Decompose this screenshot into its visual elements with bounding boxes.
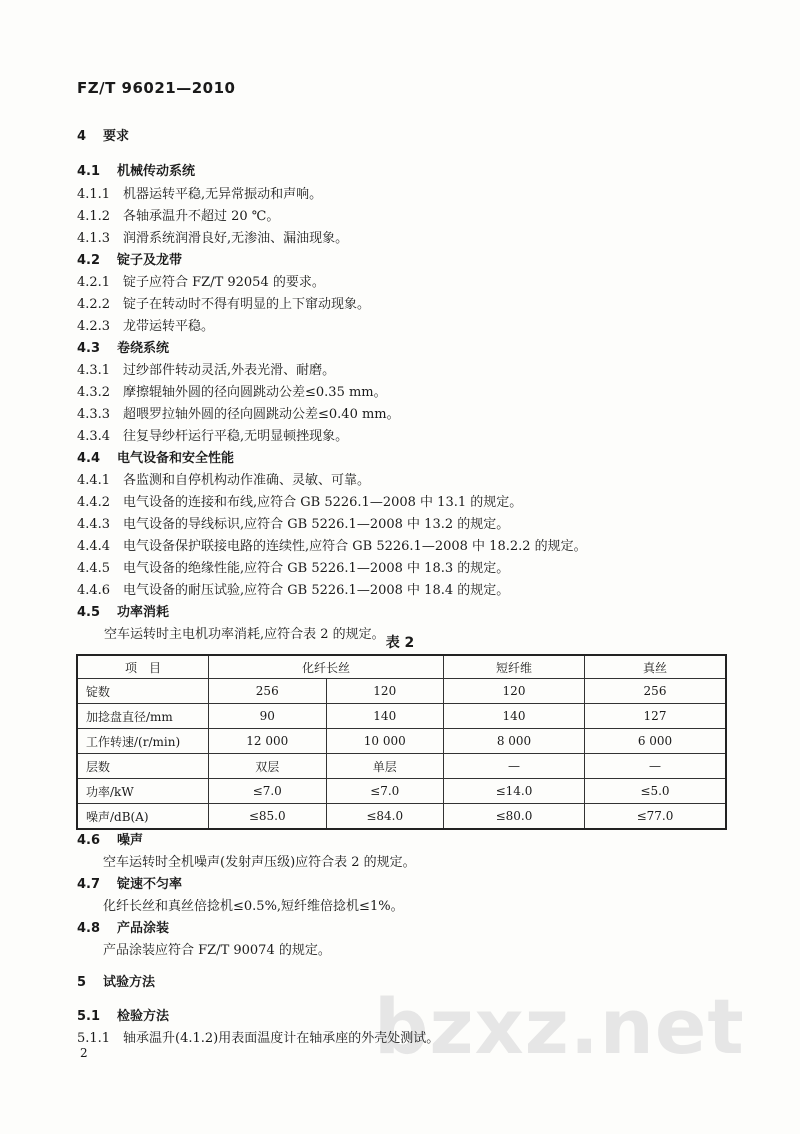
clause-number: 4.4.4 [77, 539, 111, 554]
clause-number: 4.3.2 [77, 385, 111, 400]
clause-number: 4.4.3 [77, 517, 111, 532]
clause-text: 锭子应符合 FZ/T 92054 的要求。 [123, 275, 325, 290]
document-id: FZ/T 96021—2010 [77, 79, 236, 97]
section-title: 锭速不匀率 [117, 877, 183, 892]
clause-4-2-2 [77, 296, 370, 314]
table-row [77, 779, 726, 804]
clause-4-4-3 [77, 516, 509, 534]
table-cell: ≤80.0 [444, 804, 585, 830]
section-4-6-text: 空车运转时全机噪声(发射声压级)应符合表 2 的规定。 [103, 855, 416, 870]
table-cell: 10 000 [326, 729, 444, 754]
table-cell: 8 000 [444, 729, 585, 754]
clause-4-2-1 [77, 274, 325, 292]
section-4-8-text: 产品涂装应符合 FZ/T 90074 的规定。 [103, 943, 331, 958]
clause-text: 润滑系统润滑良好,无渗油、漏油现象。 [123, 231, 349, 246]
clause-number: 4.4.1 [77, 473, 111, 488]
clause-text: 摩擦辊轴外圆的径向圆跳动公差≤0.35 mm。 [123, 385, 387, 400]
section-title: 机械传动系统 [117, 164, 196, 179]
section-title: 要求 [103, 129, 130, 144]
table-header-row [77, 655, 726, 679]
section-4-4-heading [77, 450, 234, 468]
table-cell: 140 [444, 704, 585, 729]
section-title: 电气设备和安全性能 [117, 451, 235, 466]
clause-number: 5.1.1 [77, 1031, 111, 1046]
clause-text: 电气设备的耐压试验,应符合 GB 5226.1—2008 中 18.4 的规定。 [123, 583, 510, 598]
table-cell: ≤77.0 [585, 804, 727, 830]
table-cell: 140 [326, 704, 444, 729]
clause-4-3-1 [77, 362, 335, 380]
table-cell: — [444, 754, 585, 779]
section-title: 试验方法 [103, 975, 156, 990]
page-number: 2 [80, 1046, 88, 1060]
table-cell: 12 000 [209, 729, 327, 754]
section-number: 4.4 [77, 451, 101, 466]
table-header-cell: 短纤维 [444, 655, 585, 679]
section-4-5-heading [77, 604, 169, 622]
specification-table [76, 654, 727, 830]
table-cell: 127 [585, 704, 727, 729]
clause-number: 4.2.1 [77, 275, 111, 290]
section-4-7-heading [77, 876, 182, 894]
clause-text: 各监测和自停机构动作准确、灵敏、可靠。 [123, 473, 371, 488]
table-cell: 256 [209, 679, 327, 704]
clause-4-4-4 [77, 538, 587, 556]
clause-number: 4.3.4 [77, 429, 111, 444]
table-header-cell: 化纤长丝 [209, 655, 444, 679]
section-4-6-heading [77, 832, 143, 850]
table-cell: 120 [326, 679, 444, 704]
section-5-1-heading [77, 1008, 169, 1026]
table-cell: 120 [444, 679, 585, 704]
table-row-label: 锭数 [77, 679, 209, 704]
table-row [77, 704, 726, 729]
clause-number: 4.2.3 [77, 319, 111, 334]
clause-text: 机器运转平稳,无异常振动和声响。 [123, 187, 323, 202]
clause-4-1-2 [77, 208, 279, 226]
table-row [77, 754, 726, 779]
section-number: 4.3 [77, 341, 101, 356]
clause-4-4-2 [77, 494, 522, 512]
section-title: 产品涂装 [117, 921, 170, 936]
clause-4-2-3 [77, 318, 214, 336]
watermark: bzxz.net [374, 982, 745, 1071]
section-4-heading [77, 128, 129, 146]
section-title: 噪声 [117, 833, 144, 848]
section-number: 4 [77, 129, 87, 144]
table-row-label: 噪声/dB(A) [77, 804, 209, 830]
clause-text: 锭子在转动时不得有明显的上下窜动现象。 [123, 297, 371, 312]
clause-number: 4.1.3 [77, 231, 111, 246]
clause-number: 4.4.6 [77, 583, 111, 598]
table-row-label: 功率/kW [77, 779, 209, 804]
table-cell: 双层 [209, 754, 327, 779]
clause-text: 超喂罗拉轴外圆的径向圆跳动公差≤0.40 mm。 [123, 407, 400, 422]
clause-number: 4.4.2 [77, 495, 111, 510]
table-caption: 表 2 [385, 635, 415, 651]
section-title: 锭子及龙带 [117, 253, 183, 268]
clause-text: 电气设备的绝缘性能,应符合 GB 5226.1—2008 中 18.3 的规定。 [123, 561, 510, 576]
clause-number: 4.4.5 [77, 561, 111, 576]
section-number: 5.1 [77, 1009, 101, 1024]
table-cell: 90 [209, 704, 327, 729]
table-row-label: 层数 [77, 754, 209, 779]
section-number: 4.6 [77, 833, 101, 848]
clause-text: 往复导纱杆运行平稳,无明显顿挫现象。 [123, 429, 349, 444]
section-title: 功率消耗 [117, 605, 170, 620]
table-row [77, 804, 726, 830]
table-header-cell: 项 目 [77, 655, 209, 679]
section-4-3-heading [77, 340, 169, 358]
section-title: 卷绕系统 [117, 341, 170, 356]
clause-text: 过纱部件转动灵活,外表光滑、耐磨。 [123, 363, 336, 378]
clause-text: 电气设备保护联接电路的连续性,应符合 GB 5226.1—2008 中 18.2.2 的规定。 [123, 539, 587, 554]
clause-4-4-6 [77, 582, 509, 600]
clause-number: 4.3.3 [77, 407, 111, 422]
section-title: 检验方法 [117, 1009, 170, 1024]
section-4-1-heading [77, 163, 195, 181]
clause-text: 龙带运转平稳。 [123, 319, 215, 334]
table-row-label: 加捻盘直径/mm [77, 704, 209, 729]
section-5-heading [77, 974, 155, 992]
clause-text: 轴承温升(4.1.2)用表面温度计在轴承座的外壳处测试。 [123, 1031, 440, 1046]
clause-text: 电气设备的导线标识,应符合 GB 5226.1—2008 中 13.2 的规定。 [123, 517, 510, 532]
section-number: 4.5 [77, 605, 101, 620]
table-cell: 6 000 [585, 729, 727, 754]
clause-4-3-3 [77, 406, 400, 424]
table-cell: ≤7.0 [209, 779, 327, 804]
section-number: 4.8 [77, 921, 101, 936]
section-4-2-heading [77, 252, 182, 270]
section-number: 4.7 [77, 877, 101, 892]
clause-5-1-1 [77, 1030, 439, 1048]
clause-4-4-1 [77, 472, 370, 490]
clause-number: 4.3.1 [77, 363, 111, 378]
section-4-7-text: 化纤长丝和真丝倍捻机≤0.5%,短纤维倍捻机≤1%。 [103, 899, 404, 914]
clause-4-3-2 [77, 384, 387, 402]
table-header-cell: 真丝 [585, 655, 727, 679]
clause-4-3-4 [77, 428, 348, 446]
clause-text: 电气设备的连接和布线,应符合 GB 5226.1—2008 中 13.1 的规定。 [123, 495, 523, 510]
clause-4-1-3 [77, 230, 348, 248]
clause-number: 4.1.1 [77, 187, 111, 202]
table-row [77, 679, 726, 704]
table-cell: — [585, 754, 727, 779]
section-number: 4.2 [77, 253, 101, 268]
section-number: 4.1 [77, 164, 101, 179]
table-cell: ≤14.0 [444, 779, 585, 804]
table-cell: 单层 [326, 754, 444, 779]
section-4-8-heading [77, 920, 169, 938]
table-cell: ≤84.0 [326, 804, 444, 830]
table-row-label: 工作转速/(r/min) [77, 729, 209, 754]
clause-number: 4.1.2 [77, 209, 111, 224]
table-cell: ≤5.0 [585, 779, 727, 804]
section-4-5-text: 空车运转时主电机功率消耗,应符合表 2 的规定。 [104, 627, 385, 642]
table-row [77, 729, 726, 754]
table-cell: ≤85.0 [209, 804, 327, 830]
section-number: 5 [77, 975, 87, 990]
clause-text: 各轴承温升不超过 20 ℃。 [123, 209, 280, 224]
clause-4-4-5 [77, 560, 509, 578]
clause-number: 4.2.2 [77, 297, 111, 312]
clause-4-1-1 [77, 186, 322, 204]
table-cell: 256 [585, 679, 727, 704]
table-cell: ≤7.0 [326, 779, 444, 804]
